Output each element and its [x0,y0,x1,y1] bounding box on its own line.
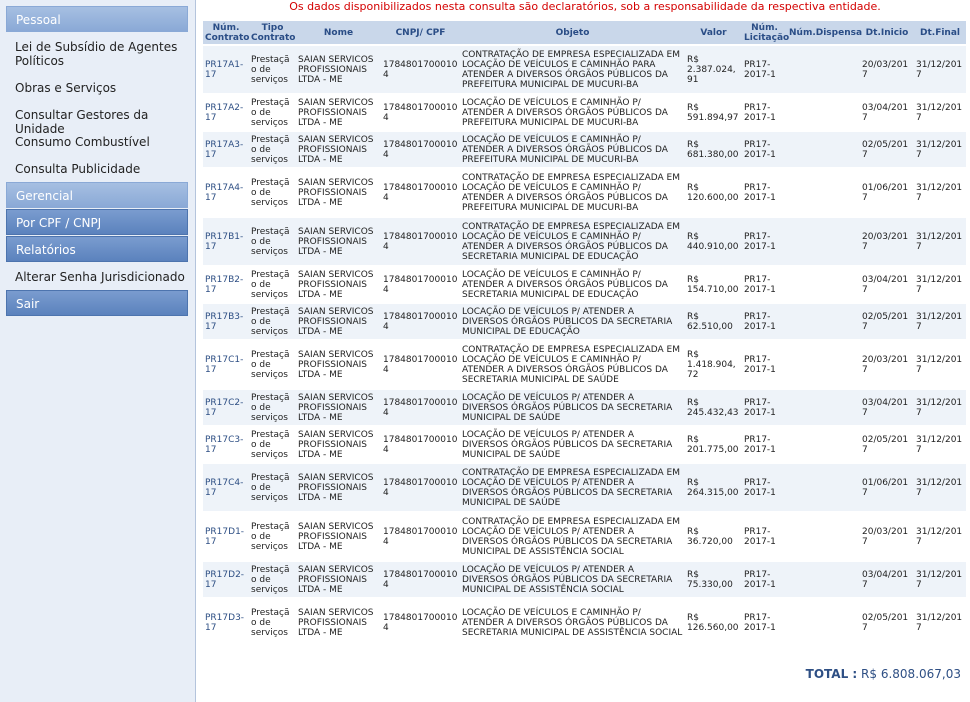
cell-dt-final: 31/12/2017 [914,599,966,646]
cell-cnpj: 17848017000104 [381,304,460,339]
cell-num-contrato[interactable]: PR17C3-17 [203,427,249,462]
col-header-dt-inicio[interactable]: Dt.Inicio [860,21,914,44]
cell-tipo-contrato: Prestação de serviços [249,132,296,167]
col-header-tipo-contrato[interactable]: Tipo Contrato [251,22,296,43]
cell-tipo-contrato: Prestação de serviços [249,390,296,425]
cell-objeto: CONTRATAÇÃO DE EMPRESA ESPECIALIZADA EM LOCAÇÃO DE VEÍCULOS E CAMINHÃO P/ ATENDER A DIVERSOS ÓRGÃOS PÚBLICOS DA PREFEITURA MUNICIPAL DE MUCURI-BA [460,169,685,216]
cell-objeto: LOCAÇÃO DE VEÍCULOS E CAMINHÃO P/ ATENDER A DIVERSOS ÓRGÃOS PÚBLICOS DA SECRETARIA MUNICIPAL DE ASSISTÊNCIA SOCIAL [460,599,685,646]
main-content [203,0,967,702]
total-value: R$ 6.808.067,03 [861,667,961,681]
cell-dt-final: 31/12/2017 [914,427,966,462]
col-header-num-dispensa[interactable]: Núm.Dispensa [787,21,860,44]
col-header-objeto[interactable]: Objeto [460,21,685,44]
cell-nome: SAIAN SERVICOS PROFISSIONAIS LTDA - ME [296,341,381,388]
cell-tipo-contrato: Prestação de serviços [249,562,296,597]
cell-tipo-contrato: Prestação de serviços [249,95,296,130]
cell-num-dispensa [787,304,860,339]
cell-valor: R$ 201.775,00 [685,427,742,462]
cell-num-licitacao: PR17-2017-1 [742,390,787,425]
cell-tipo-contrato: Prestação de serviços [249,464,296,511]
menu-link-obras-servicos[interactable]: Obras e Serviços [15,81,117,95]
cell-num-contrato[interactable]: PR17A3-17 [203,132,249,167]
cell-objeto: CONTRATAÇÃO DE EMPRESA ESPECIALIZADA EM LOCAÇÃO DE VEÍCULOS P/ ATENDER A DIVERSOS ÓRGÃOS PÚBLICOS DA SECRETARIA MUNICIPAL DE ASSISTÊNCIA SOCIAL [460,513,685,560]
cell-valor: R$ 154.710,00 [685,267,742,302]
cell-cnpj: 17848017000104 [381,513,460,560]
cell-num-contrato[interactable]: PR17A4-17 [203,169,249,216]
cell-nome: SAIAN SERVICOS PROFISSIONAIS LTDA - ME [296,46,381,93]
cell-cnpj: 17848017000104 [381,169,460,216]
cell-nome: SAIAN SERVICOS PROFISSIONAIS LTDA - ME [296,427,381,462]
cell-nome: SAIAN SERVICOS PROFISSIONAIS LTDA - ME [296,95,381,130]
cell-num-contrato[interactable]: PR17D1-17 [203,513,249,560]
cell-tipo-contrato: Prestação de serviços [249,267,296,302]
menu-group-por-cpf-cnpj[interactable]: Por CPF / CNPJ [6,209,188,235]
cell-dt-final: 31/12/2017 [914,513,966,560]
cell-dt-inicio: 03/04/2017 [860,267,914,302]
cell-num-licitacao: PR17-2017-1 [742,427,787,462]
menu-group-gerencial[interactable]: Gerencial [6,182,188,208]
cell-tipo-contrato: Prestação de serviços [249,513,296,560]
cell-dt-inicio: 01/06/2017 [860,464,914,511]
cell-num-dispensa [787,427,860,462]
cell-valor: R$ 591.894,97 [685,95,742,130]
table-row [203,267,966,302]
cell-num-licitacao: PR17-2017-1 [742,341,787,388]
cell-num-dispensa [787,132,860,167]
cell-dt-final: 31/12/2017 [914,464,966,511]
cell-dt-inicio: 02/05/2017 [860,304,914,339]
sidebar-menu [0,0,196,702]
cell-num-licitacao: PR17-2017-1 [742,304,787,339]
cell-num-contrato[interactable]: PR17A1-17 [203,46,249,93]
cell-num-licitacao: PR17-2017-1 [742,218,787,265]
cell-num-licitacao: PR17-2017-1 [742,46,787,93]
disclaimer-notice: Os dados disponibilizados nesta consulta são declaratórios, sob a responsabilidade da respectiva entidade. [289,0,881,13]
total-label: TOTAL : [805,667,858,681]
table-row [203,390,966,425]
cell-dt-final: 31/12/2017 [914,46,966,93]
cell-objeto: LOCAÇÃO DE VEÍCULOS P/ ATENDER A DIVERSOS ÓRGÃOS PÚBLICOS DA SECRETARIA MUNICIPAL DE SAÚDE [460,427,685,462]
cell-nome: SAIAN SERVICOS PROFISSIONAIS LTDA - ME [296,390,381,425]
col-header-cnpj-cpf[interactable]: CNPJ/ CPF [381,21,460,44]
cell-tipo-contrato: Prestação de serviços [249,599,296,646]
col-header-valor[interactable]: Valor [685,21,742,44]
table-row [203,169,966,216]
cell-dt-inicio: 20/03/2017 [860,341,914,388]
menu-link-consulta-publicidade[interactable]: Consulta Publicidade [15,162,141,176]
cell-num-dispensa [787,267,860,302]
cell-tipo-contrato: Prestação de serviços [249,46,296,93]
col-header-nome[interactable]: Nome [296,21,381,44]
cell-nome: SAIAN SERVICOS PROFISSIONAIS LTDA - ME [296,513,381,560]
menu-link-consultar-gestores[interactable]: Consultar Gestores da Unidade [15,108,149,136]
cell-num-licitacao: PR17-2017-1 [742,464,787,511]
menu-group-sair[interactable]: Sair [6,290,188,316]
cell-num-dispensa [787,390,860,425]
table-row [203,46,966,93]
cell-num-contrato[interactable]: PR17C1-17 [203,341,249,388]
cell-dt-inicio: 03/04/2017 [860,95,914,130]
cell-dt-inicio: 03/04/2017 [860,562,914,597]
cell-dt-final: 31/12/2017 [914,169,966,216]
menu-link-consumo-combustivel[interactable]: Consumo Combustível [15,135,150,149]
cell-cnpj: 17848017000104 [381,427,460,462]
col-header-num-contrato[interactable]: Núm. Contrato [205,22,250,43]
cell-num-dispensa [787,169,860,216]
cell-cnpj: 17848017000104 [381,390,460,425]
table-row [203,513,966,560]
cell-cnpj: 17848017000104 [381,562,460,597]
cell-objeto: CONTRATAÇÃO DE EMPRESA ESPECIALIZADA EM LOCAÇÃO DE VEÍCULOS E CAMINHÃO P/ ATENDER A DIVERSOS ÓRGÃOS PÚBLICOS DA SECRETARIA MUNICIPAL DE EDUCAÇÃO [460,218,685,265]
menu-link-alterar-senha[interactable]: Alterar Senha Jurisdicionado [15,270,185,284]
cell-num-contrato[interactable]: PR17B1-17 [203,218,249,265]
cell-num-contrato[interactable]: PR17A2-17 [203,95,249,130]
cell-objeto: LOCAÇÃO DE VEÍCULOS P/ ATENDER A DIVERSOS ÓRGÃOS PÚBLICOS DA SECRETARIA MUNICIPAL DE SAÚDE [460,390,685,425]
cell-dt-final: 31/12/2017 [914,132,966,167]
cell-num-contrato[interactable]: PR17D3-17 [203,599,249,646]
cell-cnpj: 17848017000104 [381,95,460,130]
cell-dt-final: 31/12/2017 [914,267,966,302]
cell-num-licitacao: PR17-2017-1 [742,513,787,560]
cell-num-dispensa [787,464,860,511]
cell-objeto: LOCAÇÃO DE VEÍCULOS E CAMINHÃO P/ ATENDER A DIVERSOS ÓRGÃOS PÚBLICOS DA PREFEITURA MUNICIPAL DE MUCURI-BA [460,132,685,167]
cell-nome: SAIAN SERVICOS PROFISSIONAIS LTDA - ME [296,218,381,265]
cell-dt-final: 31/12/2017 [914,304,966,339]
cell-num-licitacao: PR17-2017-1 [742,132,787,167]
cell-num-dispensa [787,562,860,597]
cell-cnpj: 17848017000104 [381,341,460,388]
table-header-row [203,21,966,44]
cell-dt-final: 31/12/2017 [914,95,966,130]
table-row [203,132,966,167]
cell-dt-inicio: 20/03/2017 [860,218,914,265]
cell-nome: SAIAN SERVICOS PROFISSIONAIS LTDA - ME [296,562,381,597]
table-row [203,304,966,339]
table-row [203,562,966,597]
table-row [203,427,966,462]
menu-link-lei-subsidio[interactable]: Lei de Subsídio de Agentes Políticos [15,40,178,68]
table-row [203,464,966,511]
cell-valor: R$ 120.600,00 [685,169,742,216]
cell-cnpj: 17848017000104 [381,46,460,93]
cell-tipo-contrato: Prestação de serviços [249,169,296,216]
cell-cnpj: 17848017000104 [381,267,460,302]
cell-num-dispensa [787,95,860,130]
table-row [203,218,966,265]
cell-tipo-contrato: Prestação de serviços [249,341,296,388]
cell-dt-inicio: 01/06/2017 [860,169,914,216]
cell-dt-inicio: 02/05/2017 [860,599,914,646]
cell-num-dispensa [787,513,860,560]
cell-objeto: LOCAÇÃO DE VEÍCULOS E CAMINHÃO P/ ATENDER A DIVERSOS ÓRGÃOS PÚBLICOS DA SECRETARIA MUNICIPAL DE EDUCAÇÃO [460,267,685,302]
cell-num-licitacao: PR17-2017-1 [742,562,787,597]
cell-nome: SAIAN SERVICOS PROFISSIONAIS LTDA - ME [296,464,381,511]
cell-valor: R$ 245.432,43 [685,390,742,425]
cell-objeto: LOCAÇÃO DE VEÍCULOS P/ ATENDER A DIVERSOS ÓRGÃOS PÚBLICOS DA SECRETARIA MUNICIPAL DE EDUCAÇÃO [460,304,685,339]
cell-dt-final: 31/12/2017 [914,390,966,425]
cell-num-contrato[interactable]: PR17C2-17 [203,390,249,425]
cell-cnpj: 17848017000104 [381,218,460,265]
cell-num-licitacao: PR17-2017-1 [742,267,787,302]
cell-num-licitacao: PR17-2017-1 [742,95,787,130]
cell-num-contrato[interactable]: PR17B2-17 [203,267,249,302]
cell-valor: R$ 2.387.024,91 [685,46,742,93]
cell-objeto: CONTRATAÇÃO DE EMPRESA ESPECIALIZADA EM LOCAÇÃO DE VEÍCULOS E CAMINHÃO P/ ATENDER A DIVERSOS ÓRGÃOS PÚBLICOS DA SECRETARIA MUNICIPAL DE SAÚDE [460,341,685,388]
cell-nome: SAIAN SERVICOS PROFISSIONAIS LTDA - ME [296,304,381,339]
cell-valor: R$ 75.330,00 [685,562,742,597]
cell-dt-inicio: 02/05/2017 [860,132,914,167]
cell-dt-inicio: 20/03/2017 [860,46,914,93]
cell-nome: SAIAN SERVICOS PROFISSIONAIS LTDA - ME [296,599,381,646]
cell-valor: R$ 440.910,00 [685,218,742,265]
cell-num-dispensa [787,599,860,646]
cell-objeto: CONTRATAÇÃO DE EMPRESA ESPECIALIZADA EM LOCAÇÃO DE VEÍCULOS P/ ATENDER A DIVERSOS ÓRGÃOS PÚBLICOS DA SECRETARIA MUNICIPAL DE SAÚDE [460,464,685,511]
cell-cnpj: 17848017000104 [381,132,460,167]
cell-nome: SAIAN SERVICOS PROFISSIONAIS LTDA - ME [296,267,381,302]
cell-num-contrato[interactable]: PR17B3-17 [203,304,249,339]
cell-cnpj: 17848017000104 [381,599,460,646]
cell-valor: R$ 1.418.904,72 [685,341,742,388]
cell-objeto: CONTRATAÇÃO DE EMPRESA ESPECIALIZADA EM LOCAÇÃO DE VEÍCULOS E CAMINHÃO PARA ATENDER A DIVERSOS ÓRGÃOS PÚBLICOS DA PREFEITURA MUNICIPAL DE MUCURI-BA [460,46,685,93]
menu-group-relatorios[interactable]: Relatórios [6,236,188,262]
cell-dt-inicio: 20/03/2017 [860,513,914,560]
cell-tipo-contrato: Prestação de serviços [249,218,296,265]
col-header-dt-final[interactable]: Dt.Final [914,21,966,44]
table-row [203,341,966,388]
cell-num-licitacao: PR17-2017-1 [742,169,787,216]
cell-nome: SAIAN SERVICOS PROFISSIONAIS LTDA - ME [296,132,381,167]
cell-valor: R$ 264.315,00 [685,464,742,511]
table-row [203,599,966,646]
cell-objeto: LOCAÇÃO DE VEÍCULOS P/ ATENDER A DIVERSOS ÓRGÃOS PÚBLICOS DA SECRETARIA MUNICIPAL DE ASSISTÊNCIA SOCIAL [460,562,685,597]
table-row [203,95,966,130]
cell-tipo-contrato: Prestação de serviços [249,304,296,339]
cell-nome: SAIAN SERVICOS PROFISSIONAIS LTDA - ME [296,169,381,216]
cell-dt-final: 31/12/2017 [914,562,966,597]
cell-objeto: LOCAÇÃO DE VEÍCULOS E CAMINHÃO P/ ATENDER A DIVERSOS ÓRGÃOS PÚBLICOS DA PREFEITURA MUNICIPAL DE MUCURI-BA [460,95,685,130]
cell-num-dispensa [787,46,860,93]
cell-dt-final: 31/12/2017 [914,218,966,265]
cell-valor: R$ 62.510,00 [685,304,742,339]
menu-group-pessoal[interactable]: Pessoal [6,6,188,32]
cell-num-licitacao: PR17-2017-1 [742,599,787,646]
contracts-table [203,19,966,648]
cell-num-contrato[interactable]: PR17C4-17 [203,464,249,511]
cell-num-dispensa [787,341,860,388]
cell-valor: R$ 36.720,00 [685,513,742,560]
cell-num-dispensa [787,218,860,265]
cell-num-contrato[interactable]: PR17D2-17 [203,562,249,597]
cell-valor: R$ 126.560,00 [685,599,742,646]
cell-cnpj: 17848017000104 [381,464,460,511]
cell-tipo-contrato: Prestação de serviços [249,427,296,462]
cell-dt-final: 31/12/2017 [914,341,966,388]
total-summary [806,667,961,681]
col-header-num-licitacao[interactable]: Núm. Licitação [744,22,790,43]
cell-dt-inicio: 02/05/2017 [860,427,914,462]
cell-valor: R$ 681.380,00 [685,132,742,167]
cell-dt-inicio: 03/04/2017 [860,390,914,425]
